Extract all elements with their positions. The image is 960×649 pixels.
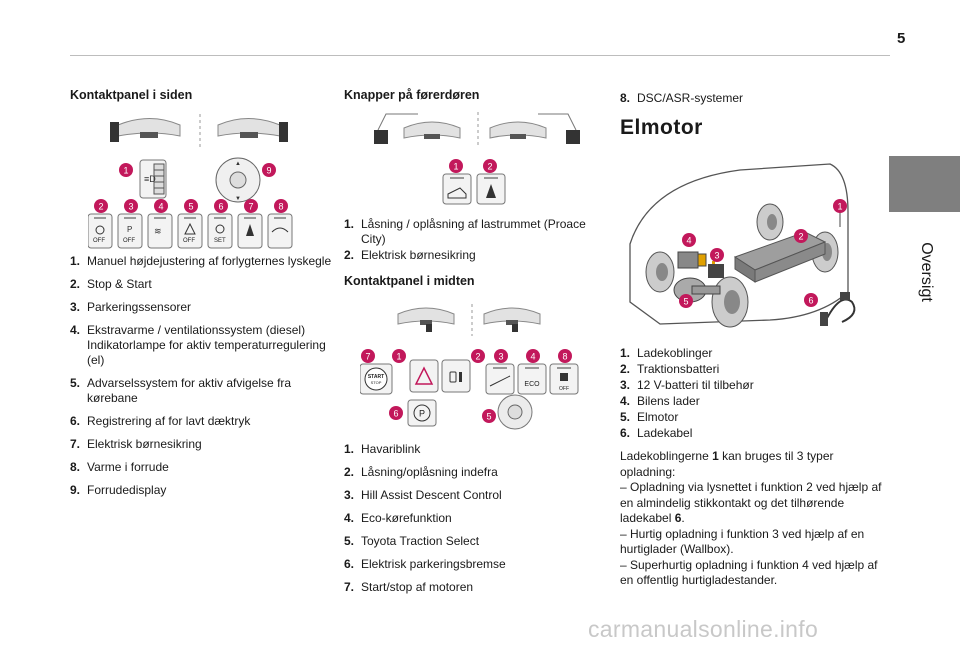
svg-text:START: START bbox=[367, 374, 385, 380]
side-panel-figure bbox=[88, 110, 313, 255]
list-item: 1. Ladekoblinger bbox=[620, 346, 713, 360]
callout-badge-1 bbox=[392, 349, 406, 363]
svg-text:3: 3 bbox=[128, 201, 134, 212]
eco-button bbox=[518, 364, 546, 394]
svg-text:1: 1 bbox=[837, 201, 843, 212]
list-item: 7. Elektrisk børnesikring bbox=[70, 437, 202, 451]
svg-text:7: 7 bbox=[248, 201, 254, 212]
list-item: 6. Ladekabel bbox=[620, 426, 693, 440]
list-item: 5. Elmotor bbox=[620, 410, 679, 424]
list-item: 1. Havariblink bbox=[344, 442, 421, 456]
steering-wheel-icon-left bbox=[110, 119, 180, 143]
electric-motor-text bbox=[620, 346, 882, 589]
svg-text:▲: ▲ bbox=[235, 161, 241, 167]
section-title-elmotor: Elmotor bbox=[620, 116, 703, 139]
door-buttons-figure bbox=[368, 108, 588, 208]
section-tab[interactable] bbox=[891, 222, 960, 322]
column-side-panel bbox=[70, 88, 330, 103]
hazard-button bbox=[410, 360, 438, 392]
steering-wheel-icon-left bbox=[374, 114, 460, 144]
svg-text:6: 6 bbox=[808, 295, 814, 306]
section-tab-marker bbox=[889, 156, 960, 212]
svg-text:≡D: ≡D bbox=[144, 174, 156, 184]
steering-wheel-icon-right bbox=[490, 114, 580, 144]
svg-text:▼: ▼ bbox=[235, 196, 241, 202]
svg-text:6: 6 bbox=[218, 201, 224, 212]
side-panel-list bbox=[70, 254, 332, 498]
button-label: OFF bbox=[123, 238, 135, 244]
center-panel-figure bbox=[360, 300, 585, 430]
list-item: 3. Hill Assist Descent Control bbox=[344, 488, 502, 502]
electric-motor-list bbox=[620, 346, 882, 441]
svg-text:8: 8 bbox=[278, 201, 284, 212]
svg-text:OFF: OFF bbox=[559, 386, 569, 392]
callout-badge-8 bbox=[558, 349, 572, 363]
lock-button bbox=[442, 360, 470, 392]
callout-badge-3 bbox=[494, 349, 508, 363]
callout-badge-1 bbox=[449, 159, 463, 173]
svg-text:1: 1 bbox=[453, 161, 459, 172]
side-panel-list-wrap bbox=[70, 254, 332, 506]
svg-text:2: 2 bbox=[475, 351, 481, 362]
callout-badge-2 bbox=[94, 199, 108, 213]
watermark: carmanualsonline.info bbox=[588, 616, 819, 642]
door-buttons-list bbox=[344, 217, 592, 263]
charging-cable-icon bbox=[820, 292, 854, 326]
svg-text:ECO: ECO bbox=[524, 381, 540, 388]
section-tab-label: Oversigt bbox=[918, 242, 935, 302]
charger-icon bbox=[678, 252, 706, 268]
list-item: 6. Elektrisk parkeringsbremse bbox=[344, 557, 506, 571]
section-heading-door: Knapper på førerdøren bbox=[344, 88, 480, 102]
list-item: 2. Traktionsbatteri bbox=[620, 362, 720, 376]
dsc-item bbox=[620, 91, 882, 106]
wheel-icon bbox=[712, 277, 748, 327]
header-rule bbox=[70, 55, 890, 56]
column-electric-motor bbox=[620, 91, 882, 139]
button-label: OFF bbox=[183, 238, 195, 244]
callout-badge-7 bbox=[244, 199, 258, 213]
list-item: 8. DSC/ASR-systemer bbox=[620, 91, 744, 105]
steering-wheel-icon-left bbox=[398, 308, 454, 332]
callout-badge-5 bbox=[482, 409, 496, 423]
callout-badge-4 bbox=[526, 349, 540, 363]
callout-badge-5 bbox=[679, 294, 693, 308]
head-up-display-dial-icon bbox=[216, 158, 260, 202]
child-lock-button bbox=[477, 174, 505, 204]
list-item: 4. Bilens lader bbox=[620, 394, 700, 408]
dsc-off-button bbox=[550, 364, 578, 394]
svg-text:6: 6 bbox=[393, 408, 399, 419]
page-number: 5 bbox=[897, 30, 906, 47]
callout-badge-9 bbox=[262, 163, 276, 177]
steering-wheel-icon-right bbox=[218, 119, 288, 143]
list-item: 2. Stop & Start bbox=[70, 277, 152, 291]
lock-cargo-button bbox=[443, 174, 471, 204]
svg-text:3: 3 bbox=[714, 250, 720, 261]
callout-badge-1 bbox=[119, 163, 133, 177]
list-item: 8. Varme i forrude bbox=[70, 460, 169, 474]
electric-motor-figure bbox=[620, 152, 860, 342]
section-heading-side-panel: Kontaktpanel i siden bbox=[70, 88, 193, 102]
list-item: 2. Låsning/oplåsning indefra bbox=[344, 465, 498, 479]
svg-text:2: 2 bbox=[798, 231, 804, 242]
button-label: OFF bbox=[93, 238, 105, 244]
list-item: 4. Eco-kørefunktion bbox=[344, 511, 452, 525]
svg-text:P: P bbox=[418, 408, 426, 419]
svg-text:7: 7 bbox=[365, 351, 371, 362]
list-item: 3. 12 V-batteri til tilbehør bbox=[620, 378, 754, 392]
callout-badge-6 bbox=[804, 293, 818, 307]
door-list-wrap bbox=[344, 217, 592, 289]
steering-wheel-icon-right bbox=[484, 308, 540, 332]
callout-badge-2 bbox=[483, 159, 497, 173]
svg-text:1: 1 bbox=[396, 351, 402, 362]
list-item: 5. Toyota Traction Select bbox=[344, 534, 480, 548]
wheel-icon bbox=[646, 252, 674, 292]
svg-text:2: 2 bbox=[98, 201, 104, 212]
charging-paragraph: Ladekoblingerne 1 kan bruges til 3 typer opladning: – Opladning via lysnettet i funktion 2 ved hjælp af en almindelig stikkontakt og det tilhørende ladekabel 6. – Hurtig opladning i funktion 3 ved hjælp af en hurtiglader (Wallbox). – Superhurtig opladning i funktion 4 ved hjælp af en offentlig hurtigladestander. bbox=[620, 449, 882, 587]
callout-badge-4 bbox=[682, 233, 696, 247]
list-item: 5. Advarselssystem for aktiv afvigelse fra kørebane bbox=[70, 376, 292, 405]
svg-text:P: P bbox=[127, 225, 133, 234]
list-item: 9. Forrudedisplay bbox=[70, 483, 167, 497]
svg-text:STOP: STOP bbox=[370, 380, 382, 385]
list-item: 6. Registrering af for lavt dæktryk bbox=[70, 414, 251, 428]
svg-text:4: 4 bbox=[158, 201, 164, 212]
svg-text:≋: ≋ bbox=[154, 226, 162, 236]
callout-badge-5 bbox=[184, 199, 198, 213]
traction-select-dial bbox=[498, 395, 532, 429]
callout-badge-8 bbox=[274, 199, 288, 213]
list-item: 2. Elektrisk børnesikring bbox=[344, 248, 476, 262]
list-item: 3. Parkeringssensorer bbox=[70, 300, 192, 314]
svg-text:4: 4 bbox=[686, 235, 692, 246]
svg-text:5: 5 bbox=[683, 296, 689, 307]
callout-badge-4 bbox=[154, 199, 168, 213]
callout-badge-3 bbox=[710, 248, 724, 262]
traction-battery-icon bbox=[735, 232, 825, 282]
list-item: 1. Låsning / oplåsning af lastrummet (Proace City) bbox=[344, 217, 586, 246]
callout-badge-1 bbox=[833, 199, 847, 213]
wheel-icon bbox=[757, 204, 783, 240]
svg-text:8: 8 bbox=[562, 351, 568, 362]
svg-text:5: 5 bbox=[486, 411, 492, 422]
headlamp-adjust-icon bbox=[140, 160, 166, 198]
list-item: 1. Manuel højdejustering af forlygternes lyskegle bbox=[70, 254, 332, 268]
column-door-and-center bbox=[344, 88, 594, 103]
callout-badge-3 bbox=[124, 199, 138, 213]
svg-text:5: 5 bbox=[188, 201, 194, 212]
svg-text:9: 9 bbox=[266, 165, 272, 176]
button-row bbox=[88, 214, 292, 248]
start-stop-button bbox=[360, 364, 392, 394]
callout-badge-6 bbox=[214, 199, 228, 213]
callout-badge-2 bbox=[471, 349, 485, 363]
button-label: SET bbox=[214, 238, 226, 244]
center-panel-list bbox=[344, 442, 592, 595]
list-item: 4. Ekstravarme / ventilationssystem (diesel) Indikatorlampe for aktiv temperaturregulering (el) bbox=[70, 323, 326, 367]
hill-descent-button bbox=[486, 364, 514, 394]
callout-badge-7 bbox=[361, 349, 375, 363]
svg-text:1: 1 bbox=[123, 165, 129, 176]
callout-badge-6 bbox=[389, 406, 403, 420]
center-list-wrap bbox=[344, 442, 592, 603]
section-heading-center: Kontaktpanel i midten bbox=[344, 274, 475, 288]
callout-badge-2 bbox=[794, 229, 808, 243]
svg-text:4: 4 bbox=[530, 351, 536, 362]
svg-text:2: 2 bbox=[487, 161, 493, 172]
list-item: 7. Start/stop af motoren bbox=[344, 580, 474, 594]
svg-text:3: 3 bbox=[498, 351, 504, 362]
12v-battery-icon bbox=[708, 261, 724, 278]
parking-brake-button bbox=[408, 400, 436, 426]
